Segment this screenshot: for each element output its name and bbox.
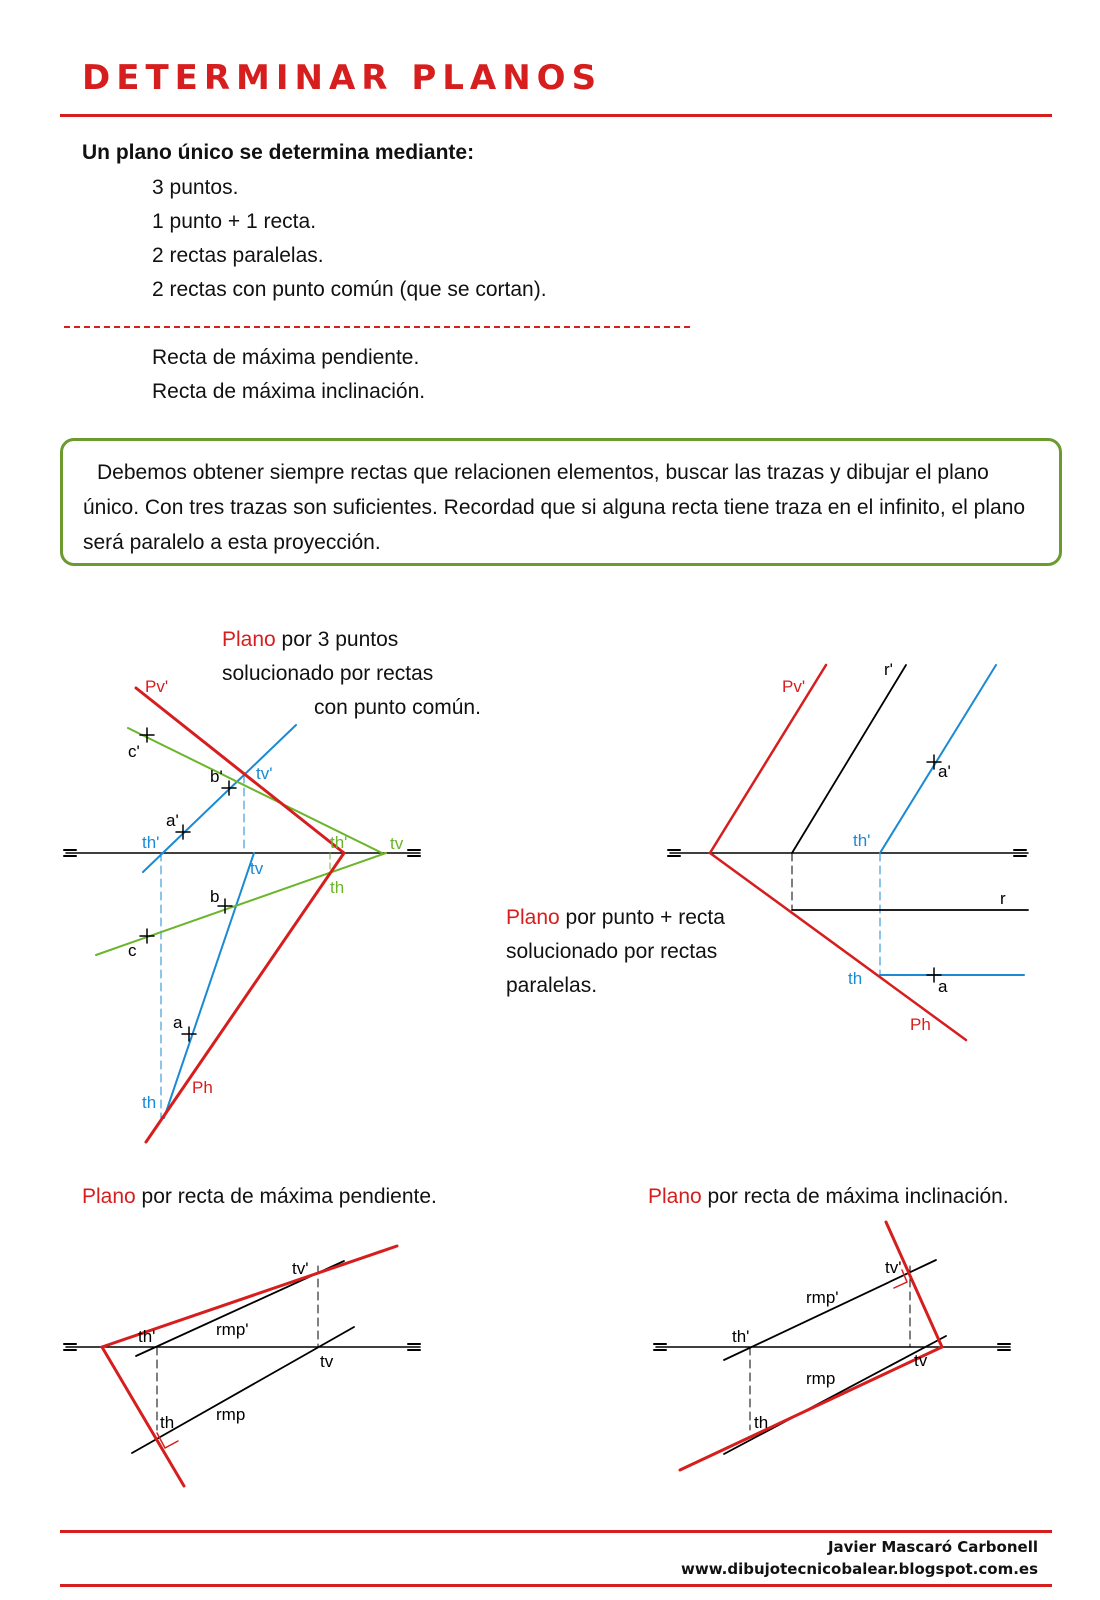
figure-3-points [64,677,420,1142]
intro-item: 1 punto + 1 recta. [152,210,317,233]
label-tv-prime: tv' [256,764,273,783]
line-rmp-horizontal [132,1327,354,1453]
intro-extra-item: Recta de máxima inclinación. [152,380,426,403]
footer-rule-bottom [60,1584,1052,1587]
label-a: a [173,1013,183,1032]
label-rmp-prime: rmp' [806,1288,839,1307]
label-rmp: rmp [806,1369,836,1388]
label-c-prime: c' [128,742,140,761]
figure-max-slope [64,1246,420,1486]
footer-author: Javier Mascaró Carbonell [827,1538,1038,1556]
label-tv: tv [914,1351,928,1370]
label-a-prime: a' [166,811,179,830]
caption-text: paralelas. [506,974,598,997]
label-th-prime: th' [732,1327,750,1346]
label-rmp-prime: rmp' [216,1320,249,1339]
label-a-prime: a' [938,762,951,781]
label-r-prime: r' [884,660,893,679]
intro-item: 2 rectas paralelas. [152,244,324,267]
caption-plano: Plano [648,1185,702,1208]
caption-text: por punto + recta [559,906,725,929]
label-tv-prime: tv' [292,1259,309,1278]
caption-text: por 3 puntos [275,628,399,651]
label-th-prime: th' [138,1327,156,1346]
label-th: th [330,878,345,897]
label-th: th [754,1413,769,1432]
caption-text: por recta de máxima pendiente. [135,1185,437,1208]
label-pv: Pv' [782,677,806,696]
footer-rule-top [60,1530,1052,1533]
label-th: th [142,1093,157,1112]
line-a-vertical [880,665,996,853]
trace-ph [710,853,966,1040]
figure-max-inclination [654,1222,1010,1470]
label-ph: Ph [910,1015,931,1034]
label-th-prime: th' [330,833,348,852]
label-th-prime: th' [142,833,160,852]
trace-pv [886,1222,942,1347]
note-text: Debemos obtener siempre rectas que relacionen elementos, buscar las trazas y dibujar el plano único. Con tres trazas son suficientes. Recordad que si alguna recta tiene traza en el infinito, el plano será paralelo a esta proyección. [83,461,1026,554]
caption-plano: Plano [82,1185,136,1208]
label-tv: tv [390,834,404,853]
label-tv: tv [250,859,264,878]
intro-item: 2 rectas con punto común (que se cortan). [152,278,547,301]
label-ph: Ph [192,1078,213,1097]
trace-ph [146,853,344,1142]
caption-plano: Plano [222,628,276,651]
intro-item: 3 puntos. [152,176,239,199]
label-th: th [160,1413,175,1432]
label-pv: Pv' [145,677,169,696]
label-tv-prime: tv' [885,1258,902,1277]
page-title: DETERMINAR PLANOS [82,58,603,98]
label-c: c [128,941,137,960]
line-rmp-horizontal [724,1336,946,1454]
label-th-prime: th' [853,831,871,850]
caption-plano: Plano [506,906,560,929]
line-bc-horizontal [96,853,386,955]
label-th: th [848,969,863,988]
label-tv: tv [320,1352,334,1371]
label-r: r [1000,889,1006,908]
caption-text: solucionado por rectas [506,940,718,963]
trace-ph [680,1347,942,1470]
label-a: a [938,977,948,996]
intro-heading: Un plano único se determina mediante: [82,141,475,164]
label-b-prime: b' [210,767,223,786]
caption-text: con punto común. [314,696,481,719]
caption-text: solucionado por rectas [222,662,434,685]
intro-extra-item: Recta de máxima pendiente. [152,346,420,369]
label-b: b [210,887,220,906]
figure-point-line [668,660,1028,1040]
footer-url: www.dibujotecnicobalear.blogspot.com.es [681,1560,1038,1578]
caption-text: por recta de máxima inclinación. [701,1185,1009,1208]
label-rmp: rmp [216,1405,246,1424]
